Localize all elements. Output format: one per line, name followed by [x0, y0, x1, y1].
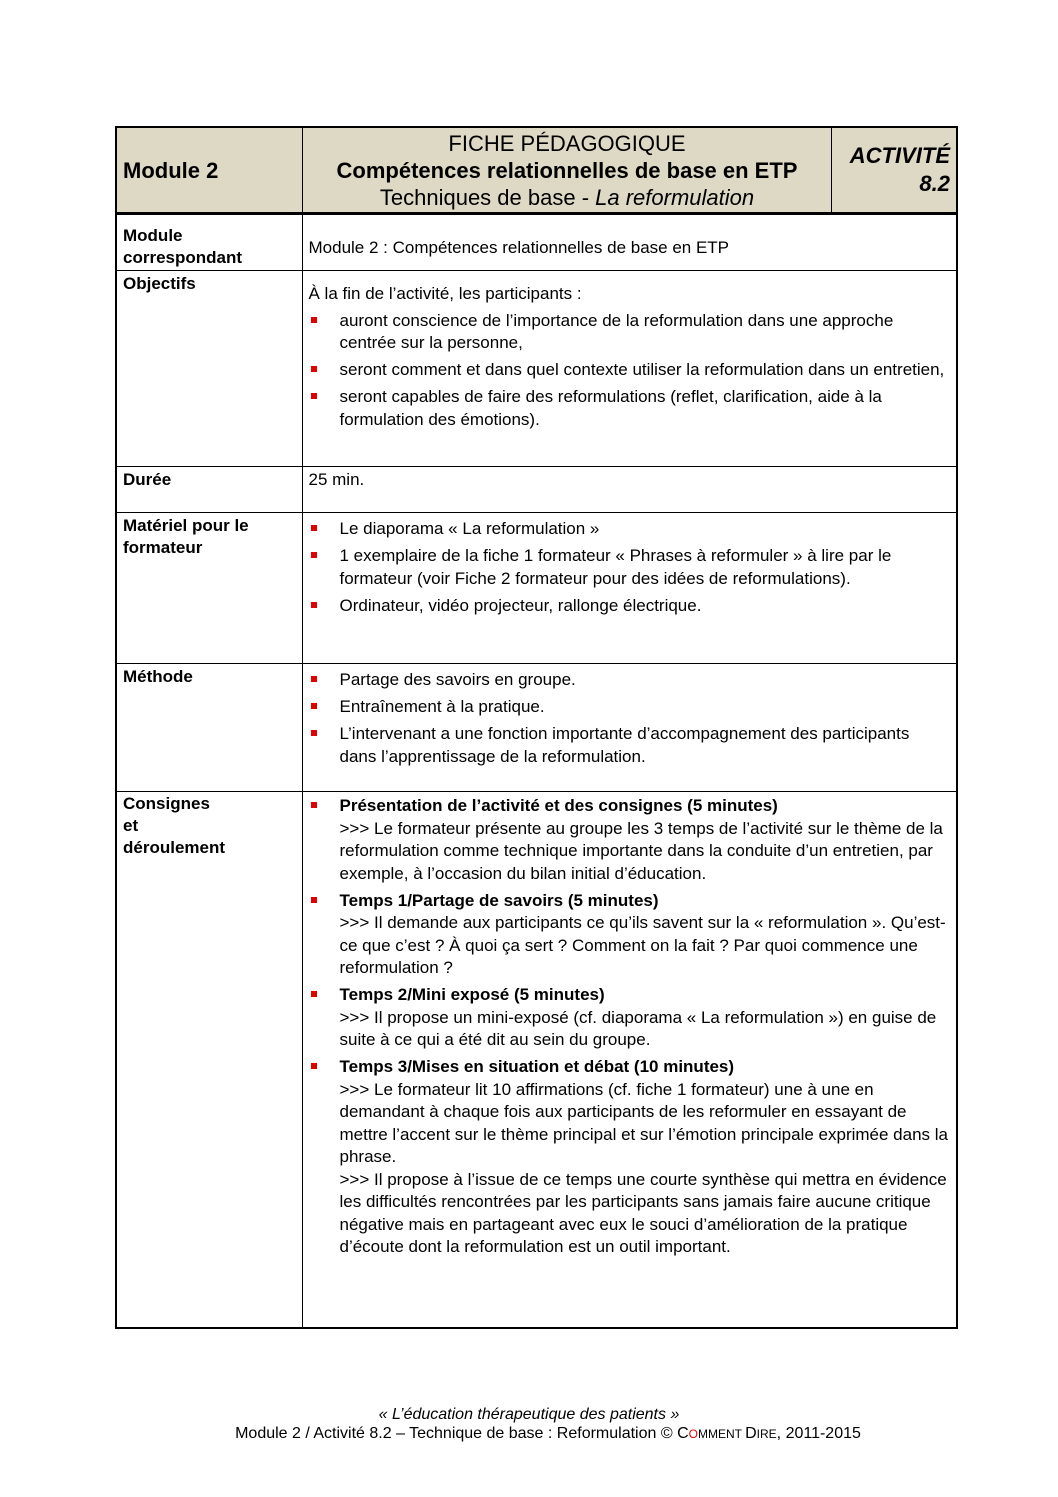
row-value — [302, 271, 957, 467]
step-title: Temps 1/Partage de savoirs (5 minutes) — [339, 890, 659, 910]
objectifs-list — [309, 310, 951, 432]
step-text: >>> Il propose un mini-exposé (cf. diaporama « La reformulation ») en guise de suite à ce qui a été dit au sein du groupe. — [339, 1007, 937, 1049]
step-title: Temps 3/Mises en situation et débat (10 minutes) — [339, 1057, 735, 1076]
row-value — [302, 513, 957, 664]
consignes-list — [309, 795, 951, 1259]
sheet-table — [115, 214, 958, 1329]
footer-title: « L’éducation thérapeutique des patients » — [378, 1406, 680, 1423]
list-item: 1 exemplaire de la fiche 1 formateur « Phrases à reformuler » à lire par le formateur (voir Fiche 2 formateur pour des idées de reformulations). — [309, 545, 951, 590]
objectifs-intro: À la fin de l’activité, les participants : — [308, 284, 582, 303]
activity-number: 8.2 — [919, 171, 950, 196]
list-item: seront comment et dans quel contexte utiliser la reformulation dans un entretien, — [309, 359, 951, 382]
methode-list — [309, 669, 951, 768]
row-module — [116, 215, 957, 271]
header-title-cell — [303, 128, 832, 212]
list-item: L’intervenant a une fonction importante d’accompagnement des participants dans l’apprentissage de la reformulation. — [309, 723, 951, 768]
step-text: >>> Il propose à l’issue de ce temps une courte synthèse qui mettra en évidence les difficultés rencontrées par les participants sans jamais faire aucune critique négative mais en partageant avec eux le souci d’amélioration de la pratique d’écoute dont la reformulation est un outil important. — [339, 1169, 947, 1256]
materiel-list — [309, 518, 951, 617]
header-module-cell — [117, 128, 303, 212]
step-title: Temps 2/Mini exposé (5 minutes) — [339, 985, 605, 1004]
row-label: Méthode — [116, 664, 302, 792]
row-label: Objectifs — [116, 271, 302, 467]
row-label: Module correspondant — [116, 215, 302, 271]
list-item — [309, 795, 951, 885]
row-duree — [116, 467, 957, 513]
header-activity-cell — [832, 128, 956, 212]
step-text: >>> Le formateur lit 10 affirmations (cf. fiche 1 formateur) une à une en demandant à chaque fois aux participants de les reformuler en essayant de mettre l’accent sur le thème principal et sur l’émotion principale exprimée dans la phrase. — [339, 1079, 949, 1166]
brand-logo: COMMENT DIRE — [677, 1425, 777, 1442]
row-value: Module 2 : Compétences relationnelles de base en ETP — [302, 215, 957, 271]
list-item: seront capables de faire des reformulations (reflet, clarification, aide à la formulation des émotions). — [309, 386, 951, 431]
sheet-subtitle: Techniques de base - La reformulation — [379, 185, 755, 210]
list-item: Partage des savoirs en groupe. — [309, 669, 951, 692]
row-label: Matériel pour le formateur — [116, 513, 302, 664]
list-item: Entraînement à la pratique. — [309, 696, 951, 719]
row-value — [302, 664, 957, 792]
step-title: Présentation de l’activité et des consignes (5 minutes) — [339, 796, 778, 815]
activity-sheet — [115, 126, 958, 1329]
step-text: >>> Il demande aux participants ce qu’ils savent sur la « reformulation ». Qu’est-ce que c’est ? À quoi ça sert ? Comment on la fait ? Par quoi commence une reformulation ? — [339, 913, 946, 977]
row-value — [302, 792, 957, 1328]
step-text: >>> Le formateur présente au groupe les 3 temps de l’activité sur le thème de la reformulation comme technique importante dans la conduite d’un entretien, par exemple, à l’occasion du bilan initial d’éducation. — [339, 818, 943, 883]
list-item: Ordinateur, vidéo projecteur, rallonge électrique. — [309, 595, 951, 618]
sheet-header — [115, 126, 958, 214]
row-methode — [116, 664, 957, 792]
list-item — [309, 984, 951, 1052]
row-label: Consignes et déroulement — [116, 792, 302, 1328]
row-materiel — [116, 513, 957, 664]
list-item — [309, 1056, 951, 1259]
sheet-type: FICHE PÉDAGOGIQUE — [448, 131, 686, 156]
row-value: 25 min. — [302, 467, 957, 513]
sheet-title: Compétences relationnelles de base en ETP — [336, 158, 798, 183]
row-label: Durée — [116, 467, 302, 513]
row-objectifs — [116, 271, 957, 467]
row-consignes — [116, 792, 957, 1328]
activity-label: ACTIVITÉ — [849, 143, 950, 168]
module-title: Module 2 — [123, 158, 219, 183]
list-item: Le diaporama « La reformulation » — [309, 518, 951, 541]
list-item — [309, 890, 951, 980]
list-item: auront conscience de l’importance de la reformulation dans une approche centrée sur la personne, — [309, 310, 951, 355]
footer-credits: Module 2 / Activité 8.2 – Technique de base : Reformulation © COMMENT DIRE, 2011-2015 — [235, 1425, 861, 1442]
